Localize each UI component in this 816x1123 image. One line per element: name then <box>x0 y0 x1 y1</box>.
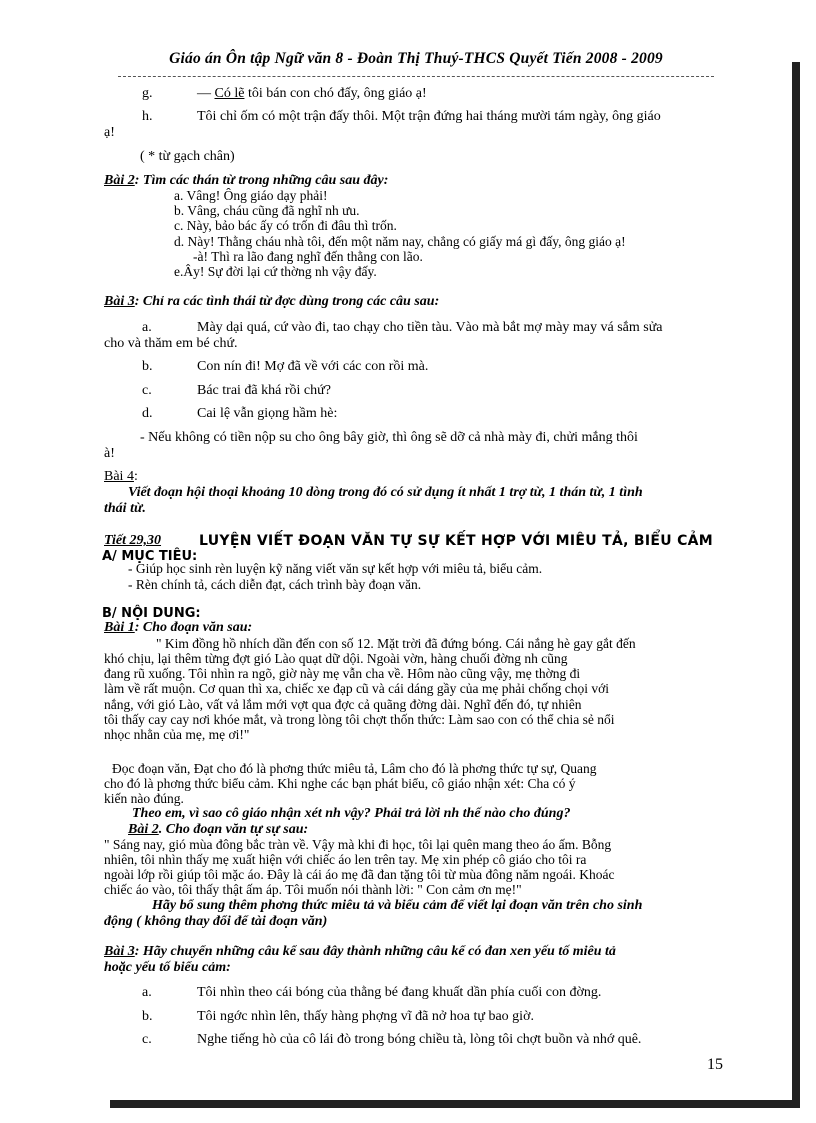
bai3-item-b-text: Tôi ngớc nhìn lên, thấy hàng phợng vĩ đã nở hoa tự bao giờ. <box>197 1009 534 1024</box>
nd-bai2-label: Bài 2 <box>128 822 159 837</box>
bai3-item-b-label: b. <box>142 1009 153 1024</box>
bai2-task-line-2: động ( không thay đổi để tài đoạn văn) <box>104 914 328 929</box>
bai3-item-c-text: Nghe tiếng hò của cô lái đò trong bóng chiều tà, lòng tôi chợt buồn và nhớ quê. <box>197 1032 642 1047</box>
nd-bai2-title: . Cho đoạn văn tự sự sau: <box>158 822 309 837</box>
page-border-shadow-bottom <box>110 1100 800 1108</box>
bai3-item-a-label: a. <box>142 985 152 1000</box>
muc-tieu-item-1: - Giúp học sinh rèn luyện kỹ năng viết văn sự kết hợp với miêu tả, biểu cảm. <box>128 561 543 576</box>
discussion-line-3: kiến nào đúng. <box>104 791 184 806</box>
lesson-title: LUYỆN VIẾT ĐOẠN VĂN TỰ SỰ KẾT HỢP VỚI MIÊU TẢ, BIỂU CẢM <box>199 533 714 549</box>
bai2-item-a: a. Vâng! Ông giáo dạy phải! <box>174 188 328 203</box>
bai2-heading <box>104 173 388 189</box>
passage2-line-2: nhiên, tôi nhìn thấy mẹ xuất hiện với chiếc áo len trên tay. Mẹ xin phép cô giáo cho tôi ra <box>104 852 587 867</box>
nd-bai3-label: Bài 3 <box>104 944 135 959</box>
bai3-d-quote2: à! <box>104 446 115 461</box>
bai2-title: : Tìm các thán từ trong những câu sau đây: <box>134 173 389 188</box>
item-h-text: Tôi chỉ ốm có một trận đấy thôi. Một trận đứng hai tháng mười tám ngày, ông giáo <box>197 109 661 124</box>
passage1-line-5: nắng, với gió Lào, vất vả lắm mới vợt qua đợc cả quãng đờng dài. Nghĩ đến đó, tự nhiên <box>104 697 582 712</box>
passage1-line-6: tôi thấy cay cay nơi khóe mắt, và trong lòng tôi chợt thốn thức: Làm sao con có thể chia sẻ nổi <box>104 712 615 727</box>
item-h-text2: ạ! <box>104 125 115 140</box>
discussion-line-2: cho đó là phơng thức biểu cảm. Khi nghe các bạn phát biểu, cô giáo nhận xét: Cha có ý <box>104 776 576 791</box>
passage2-line-1: " Sáng nay, gió mùa đông bắc tràn về. Vậy mà khi đi học, tôi lại quên mang theo áo ấm. Bỗng <box>104 837 612 852</box>
bai3-a-text2: cho và thăm em bé chứ. <box>104 336 238 351</box>
bai3-d-quote: - Nếu không có tiền nộp su cho ông bây giờ, thì ông sẽ dỡ cả nhà mày đi, chửi mắng thôi <box>140 430 638 445</box>
bai3-title: : Chỉ ra các tình thái từ đợc dùng trong các câu sau: <box>134 294 440 309</box>
passage1-line-2: khó chịu, lại thêm từng đợt gió Lào quạt dữ dội. Ngoài vờn, hàng chuối đờng nh cũng <box>104 651 568 666</box>
bai3-a-text: Mày dại quá, cứ vào đi, tao chạy cho tiền tàu. Vào mà bắt mợ mày may vá sắm sửa <box>197 320 663 335</box>
bai2-item-b: b. Vâng, cháu cũng đã nghĩ nh ưu. <box>174 203 360 218</box>
nd-bai3-title2: hoặc yếu tố biểu cảm: <box>104 960 231 975</box>
bai3-label: Bài 3 <box>104 294 135 309</box>
bai3-c-text: Bác trai đã khá rồi chứ? <box>197 383 331 398</box>
passage1-line-7: nhọc nhằn của mẹ, mẹ ơi!" <box>104 727 250 742</box>
bai3-heading <box>104 294 439 310</box>
bai4-label: Bài 4 <box>104 469 134 484</box>
nd-bai2-heading <box>128 822 308 838</box>
bai3-d-label: d. <box>142 406 153 421</box>
bai3-item-c-label: c. <box>142 1032 152 1047</box>
bai3-a-label: a. <box>142 320 152 335</box>
bai3-b-label: b. <box>142 359 153 374</box>
lesson-number: Tiết 29,30 <box>104 533 162 548</box>
muc-tieu-item-2: - Rèn chính tả, cách diễn đạt, cách trình bày đoạn văn. <box>128 577 422 592</box>
passage1-line-4: làm về rất muộn. Cơ quan thì xa, chiếc xe đạp cũ và cái dáng gầy của mẹ phải chống chọi với <box>104 681 609 696</box>
bai3-b-text: Con nín đi! Mợ đã về với các con rồi mà. <box>197 359 429 374</box>
bai2-label: Bài 2 <box>104 173 135 188</box>
bai4-text: Viết đoạn hội thoại khoảng 10 dòng trong đó có sử dụng ít nhất 1 trợ từ, 1 thán từ, 1 tình <box>128 485 643 500</box>
page-number: 15 <box>707 1056 723 1073</box>
nd-bai3-heading <box>104 944 616 960</box>
bai2-item-c: c. Này, bảo bác ấy có trốn đi đâu thì trốn. <box>174 218 397 233</box>
item-h-label: h. <box>142 109 153 124</box>
bai2-item-d2: -à! Thì ra lão đang nghĩ đến thằng con lão. <box>193 249 423 264</box>
page-border-shadow-right <box>792 62 800 1102</box>
passage2-line-4: chiếc áo vào, tôi thấy thật ấm áp. Tôi muốn nói thành lời: " Con cảm ơn mẹ!" <box>104 882 522 897</box>
header-divider <box>118 76 714 77</box>
nd-bai1-heading <box>104 620 252 636</box>
passage1-line-3: đang rũ xuống. Tôi nhìn ra ngõ, giờ này mẹ vẫn cha về. Hôm nào cũng vậy, mẹ thờng đi <box>104 666 581 681</box>
bai4-text2: thái từ. <box>104 501 146 516</box>
bai2-item-e: e.Ây! Sự đời lại cứ thờng nh vậy đấy. <box>174 264 377 279</box>
passage1-line-1: " Kim đồng hồ nhích dần đến con số 12. Mặt trời đã đứng bóng. Cái nắng hè gay gắt đến <box>156 636 636 651</box>
page-header: Giáo án Ôn tập Ngữ văn 8 - Đoàn Thị Thuý-THCS Quyết Tiến 2008 - 2009 <box>169 50 663 67</box>
bai3-c-label: c. <box>142 383 152 398</box>
item-g-label: g. <box>142 86 153 101</box>
item-g <box>197 86 427 102</box>
item-g-underlined: Có lẽ <box>214 86 245 101</box>
section-b-heading: B/ NỘI DUNG: <box>102 606 201 621</box>
bai3-d-text: Cai lệ vẫn giọng hầm hè: <box>197 406 338 421</box>
bai2-task-line-1: Hãy bổ sung thêm phơng thức miêu tả và biểu cảm để viết lại đoạn văn trên cho sinh <box>152 898 643 913</box>
discussion-line-1: Đọc đoạn văn, Đạt cho đó là phơng thức miêu tả, Lâm cho đó là phơng thức tự sự, Quang <box>112 761 597 776</box>
nd-bai1-label: Bài 1 <box>104 620 135 635</box>
bai2-item-d: d. Này! Thằng cháu nhà tôi, đến một năm nay, chẳng có giấy má gì đấy, ông giáo ạ! <box>174 234 626 249</box>
bai3-item-a-text: Tôi nhìn theo cái bóng của thằng bé đang khuất dần phía cuối con đờng. <box>197 985 602 1000</box>
teacher-question: Theo em, vì sao cô giáo nhận xét nh vậy? Phải trả lời nh thế nào cho đúng? <box>132 806 571 821</box>
bai4-heading <box>104 469 138 485</box>
bai1-note: ( * từ gạch chân) <box>140 149 235 164</box>
nd-bai1-title: : Cho đoạn văn sau: <box>134 620 253 635</box>
section-a-heading: A/ MỤC TIÊU: <box>102 549 198 564</box>
bai4-colon: : <box>133 469 138 484</box>
item-g-text: tôi bán con chó đấy, ông giáo ạ! <box>244 86 427 101</box>
passage2-line-3: ngoài lớp rồi giúp tôi mặc áo. Đây là cái áo mẹ đã đan tặng tôi từ mùa đông năm ngoái. Khoác <box>104 867 615 882</box>
nd-bai3-title: : Hãy chuyển những câu kể sau đây thành những câu kể có đan xen yếu tố miêu tả <box>134 944 616 959</box>
item-g-prefix: — <box>197 86 215 101</box>
